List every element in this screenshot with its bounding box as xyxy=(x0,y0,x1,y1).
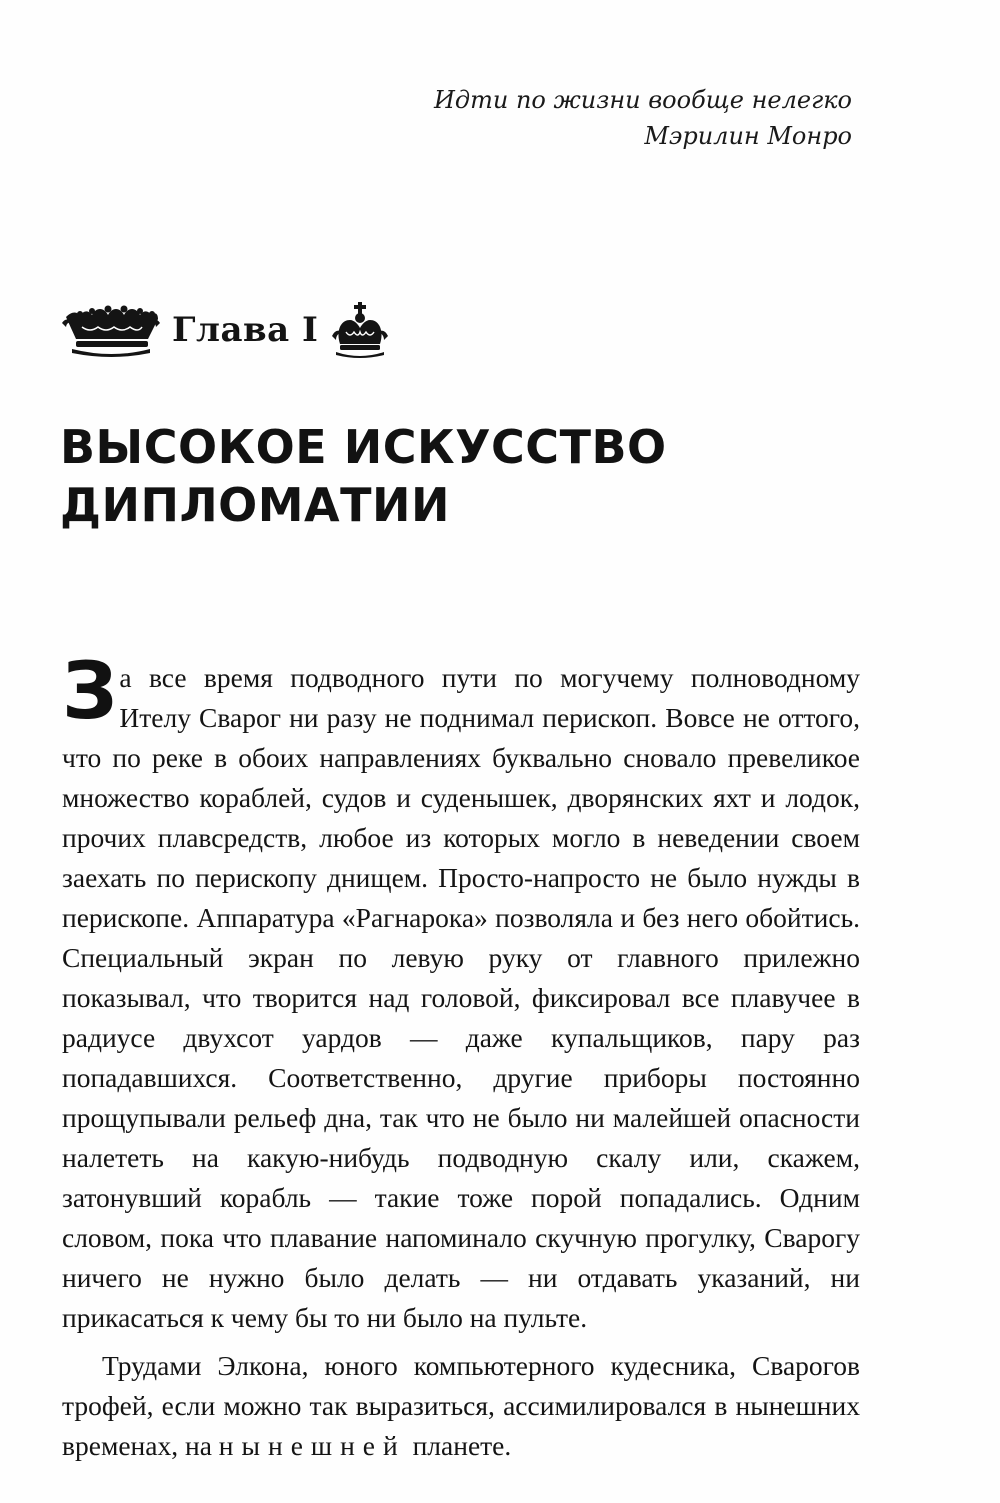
paragraph-2 xyxy=(62,1346,860,1466)
chapter-title-line-2: ДИПЛОМАТИИ xyxy=(60,478,451,532)
epigraph-quote: Идти по жизни вообще нелегко xyxy=(433,86,852,114)
body-text xyxy=(62,647,860,1466)
chapter-label: Глава I xyxy=(172,310,319,350)
epigraph xyxy=(434,82,852,154)
paragraph-2-end: планете. xyxy=(405,1430,512,1461)
chapter-title-line-1: ВЫСОКОЕ ИСКУССТВО xyxy=(60,420,667,474)
chapter-heading xyxy=(62,302,388,358)
paragraph-2-spaced-word: нынешней xyxy=(218,1430,406,1461)
royal-crown-icon xyxy=(332,302,388,358)
paragraph-2-start: Трудами Элкона, юного компьютерного кудесника, Сварогов трофей, если можно так выразиться, ассимилировался в нынешних временах, на xyxy=(62,1350,860,1461)
paragraph-1 xyxy=(62,647,860,1338)
crown-icon xyxy=(62,303,160,357)
drop-cap: З xyxy=(62,647,118,737)
paragraph-1-text: а все время подводного пути по могучему полноводному Ителу Сварог ни разу не поднимал перископ. Вовсе не оттого, что по реке в обоих направлениях буквально сновало превеликое множество кораблей, судов и суденышек, дворянских яхт и лодок, прочих плавсредств, любое из которых могло в неведении своем заехать по перископу днищем. Просто-напросто не было нужды в перископе. Аппаратура «Рагнарока» позволяла и без него обойтись. Специальный экран по левую руку от главного прилежно показывал, что творится над головой, фиксировал все плавучее в радиусе двухсот уардов — даже купальщиков, пару раз попадавшихся. Соответственно, другие приборы постоянно прощупывали рельеф дна, так что не было ни малейшей опасности налететь на какую-нибудь подводную скалу или, скажем, затонувший корабль — такие тоже порой попадались. Одним словом, пока что плавание напоминало скучную прогулку, Сварогу ничего не нужно было делать — ни отдавать указаний, ни прикасаться к чему бы то ни было на пульте. xyxy=(62,662,860,1333)
chapter-title xyxy=(60,418,920,534)
epigraph-author: Мэрилин Монро xyxy=(644,122,852,150)
